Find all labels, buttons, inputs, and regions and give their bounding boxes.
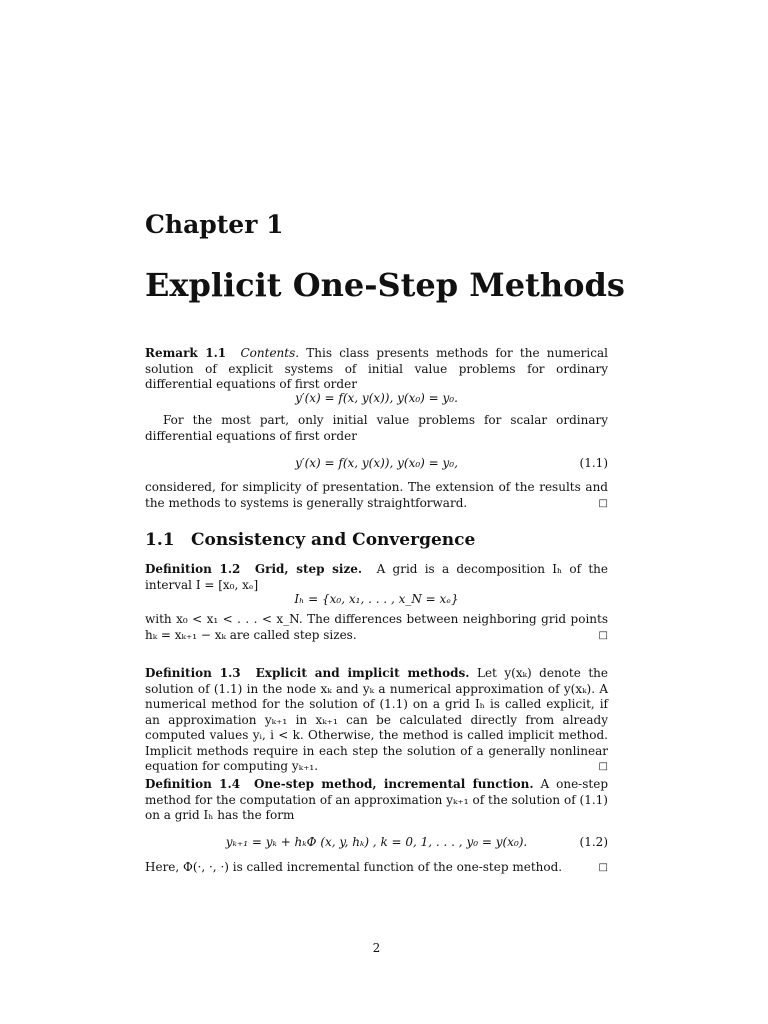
equation-1-2-number: (1.2): [579, 835, 608, 849]
remark-equation: [145, 390, 608, 406]
definition-1-4-label: Definition 1.4: [145, 777, 241, 791]
definition-1-3-label: Definition 1.3: [145, 666, 241, 680]
definition-1-4-qed-symbol: □: [598, 862, 608, 873]
definition-1-2-paragraph-2: [145, 612, 608, 643]
equation-1-1-number: (1.1): [579, 456, 608, 470]
equation-1-1: [145, 455, 608, 471]
definition-1-4-text: A one-step method for the computation of an approximation yₖ₊₁ of the solution of (1.1) on a grid Iₕ has the form: [145, 777, 608, 822]
remark-paragraph: [145, 346, 608, 393]
section-title: Consistency and Convergence: [191, 530, 476, 550]
definition-1-4-paragraph-2: [145, 860, 608, 876]
remark-topic: Contents.: [240, 346, 300, 360]
definition-1-3-qed-symbol: □: [598, 761, 608, 772]
definition-1-2-equation: [145, 591, 608, 607]
remark-label: Remark 1.1: [145, 346, 227, 360]
definition-1-2-equation-body: Iₕ = {x₀, x₁, . . . , x_N = xₑ}: [294, 592, 459, 606]
section-heading: [145, 530, 475, 550]
remark-paragraph-2: For the most part, only initial value problems for scalar ordinary differential equations of first order: [145, 413, 608, 443]
equation-1-2-body: yₖ₊₁ = yₖ + hₖΦ (x, y, hₖ) , k = 0, 1, . . . , y₀ = y(x₀).: [225, 835, 528, 849]
remark-paragraph-3-text: considered, for simplicity of presentation. The extension of the results and the methods to systems is generally straightforward.: [145, 480, 608, 510]
chapter-label: Chapter 1: [145, 210, 284, 239]
definition-1-3-title: Explicit and implicit methods.: [255, 666, 470, 680]
definition-1-3-paragraph: [145, 666, 608, 775]
definition-1-2-text-2: with x₀ < x₁ < . . . < x_N. The differences between neighboring grid points hₖ = xₖ₊₁ − xₖ are called step sizes.: [145, 612, 608, 642]
page-number: 2: [372, 941, 381, 955]
remark-qed-symbol: □: [598, 497, 608, 509]
definition-1-2-title: Grid, step size.: [254, 562, 363, 576]
section-number: 1.1: [145, 530, 175, 550]
definition-1-2-paragraph: [145, 562, 608, 593]
equation-1-1-body: y′(x) = f(x, y(x)), y(x₀) = y₀,: [295, 456, 458, 470]
definition-1-4-title: One-step method, incremental function.: [253, 777, 534, 791]
definition-1-2-qed-symbol: □: [598, 629, 608, 641]
definition-1-3-text: Let y(xₖ) denote the solution of (1.1) in the node xₖ and yₖ a numerical approximation of y(xₖ). A numerical method for the solution of (1.1) on a grid Iₕ is called explicit, if an approximation yₖ₊₁ in xₖ₊₁ can be calculated directly from already computed values yᵢ, i < k. Otherwise, the method is called implicit method. Implicit methods require in each step the solution of a generally nonlinear equation for computing yₖ₊₁.: [145, 666, 608, 773]
equation-1-2: [145, 834, 608, 850]
definition-1-2-text: A grid is a decomposition Iₕ of the interval I = [x₀, xₑ]: [145, 562, 608, 592]
remark-text: This class presents methods for the numerical solution of explicit systems of initial value problems for ordinary differential equations of first order: [145, 346, 608, 391]
remark-paragraph-3: [145, 480, 608, 511]
chapter-title: Explicit One-Step Methods: [145, 266, 625, 304]
definition-1-4-paragraph: [145, 777, 608, 824]
definition-1-4-text-2: Here, Φ(·, ·, ·) is called incremental function of the one-step method.: [145, 860, 563, 874]
definition-1-2-label: Definition 1.2: [145, 562, 241, 576]
remark-equation-body: y′(x) = f(x, y(x)), y(x₀) = y₀.: [295, 391, 458, 405]
